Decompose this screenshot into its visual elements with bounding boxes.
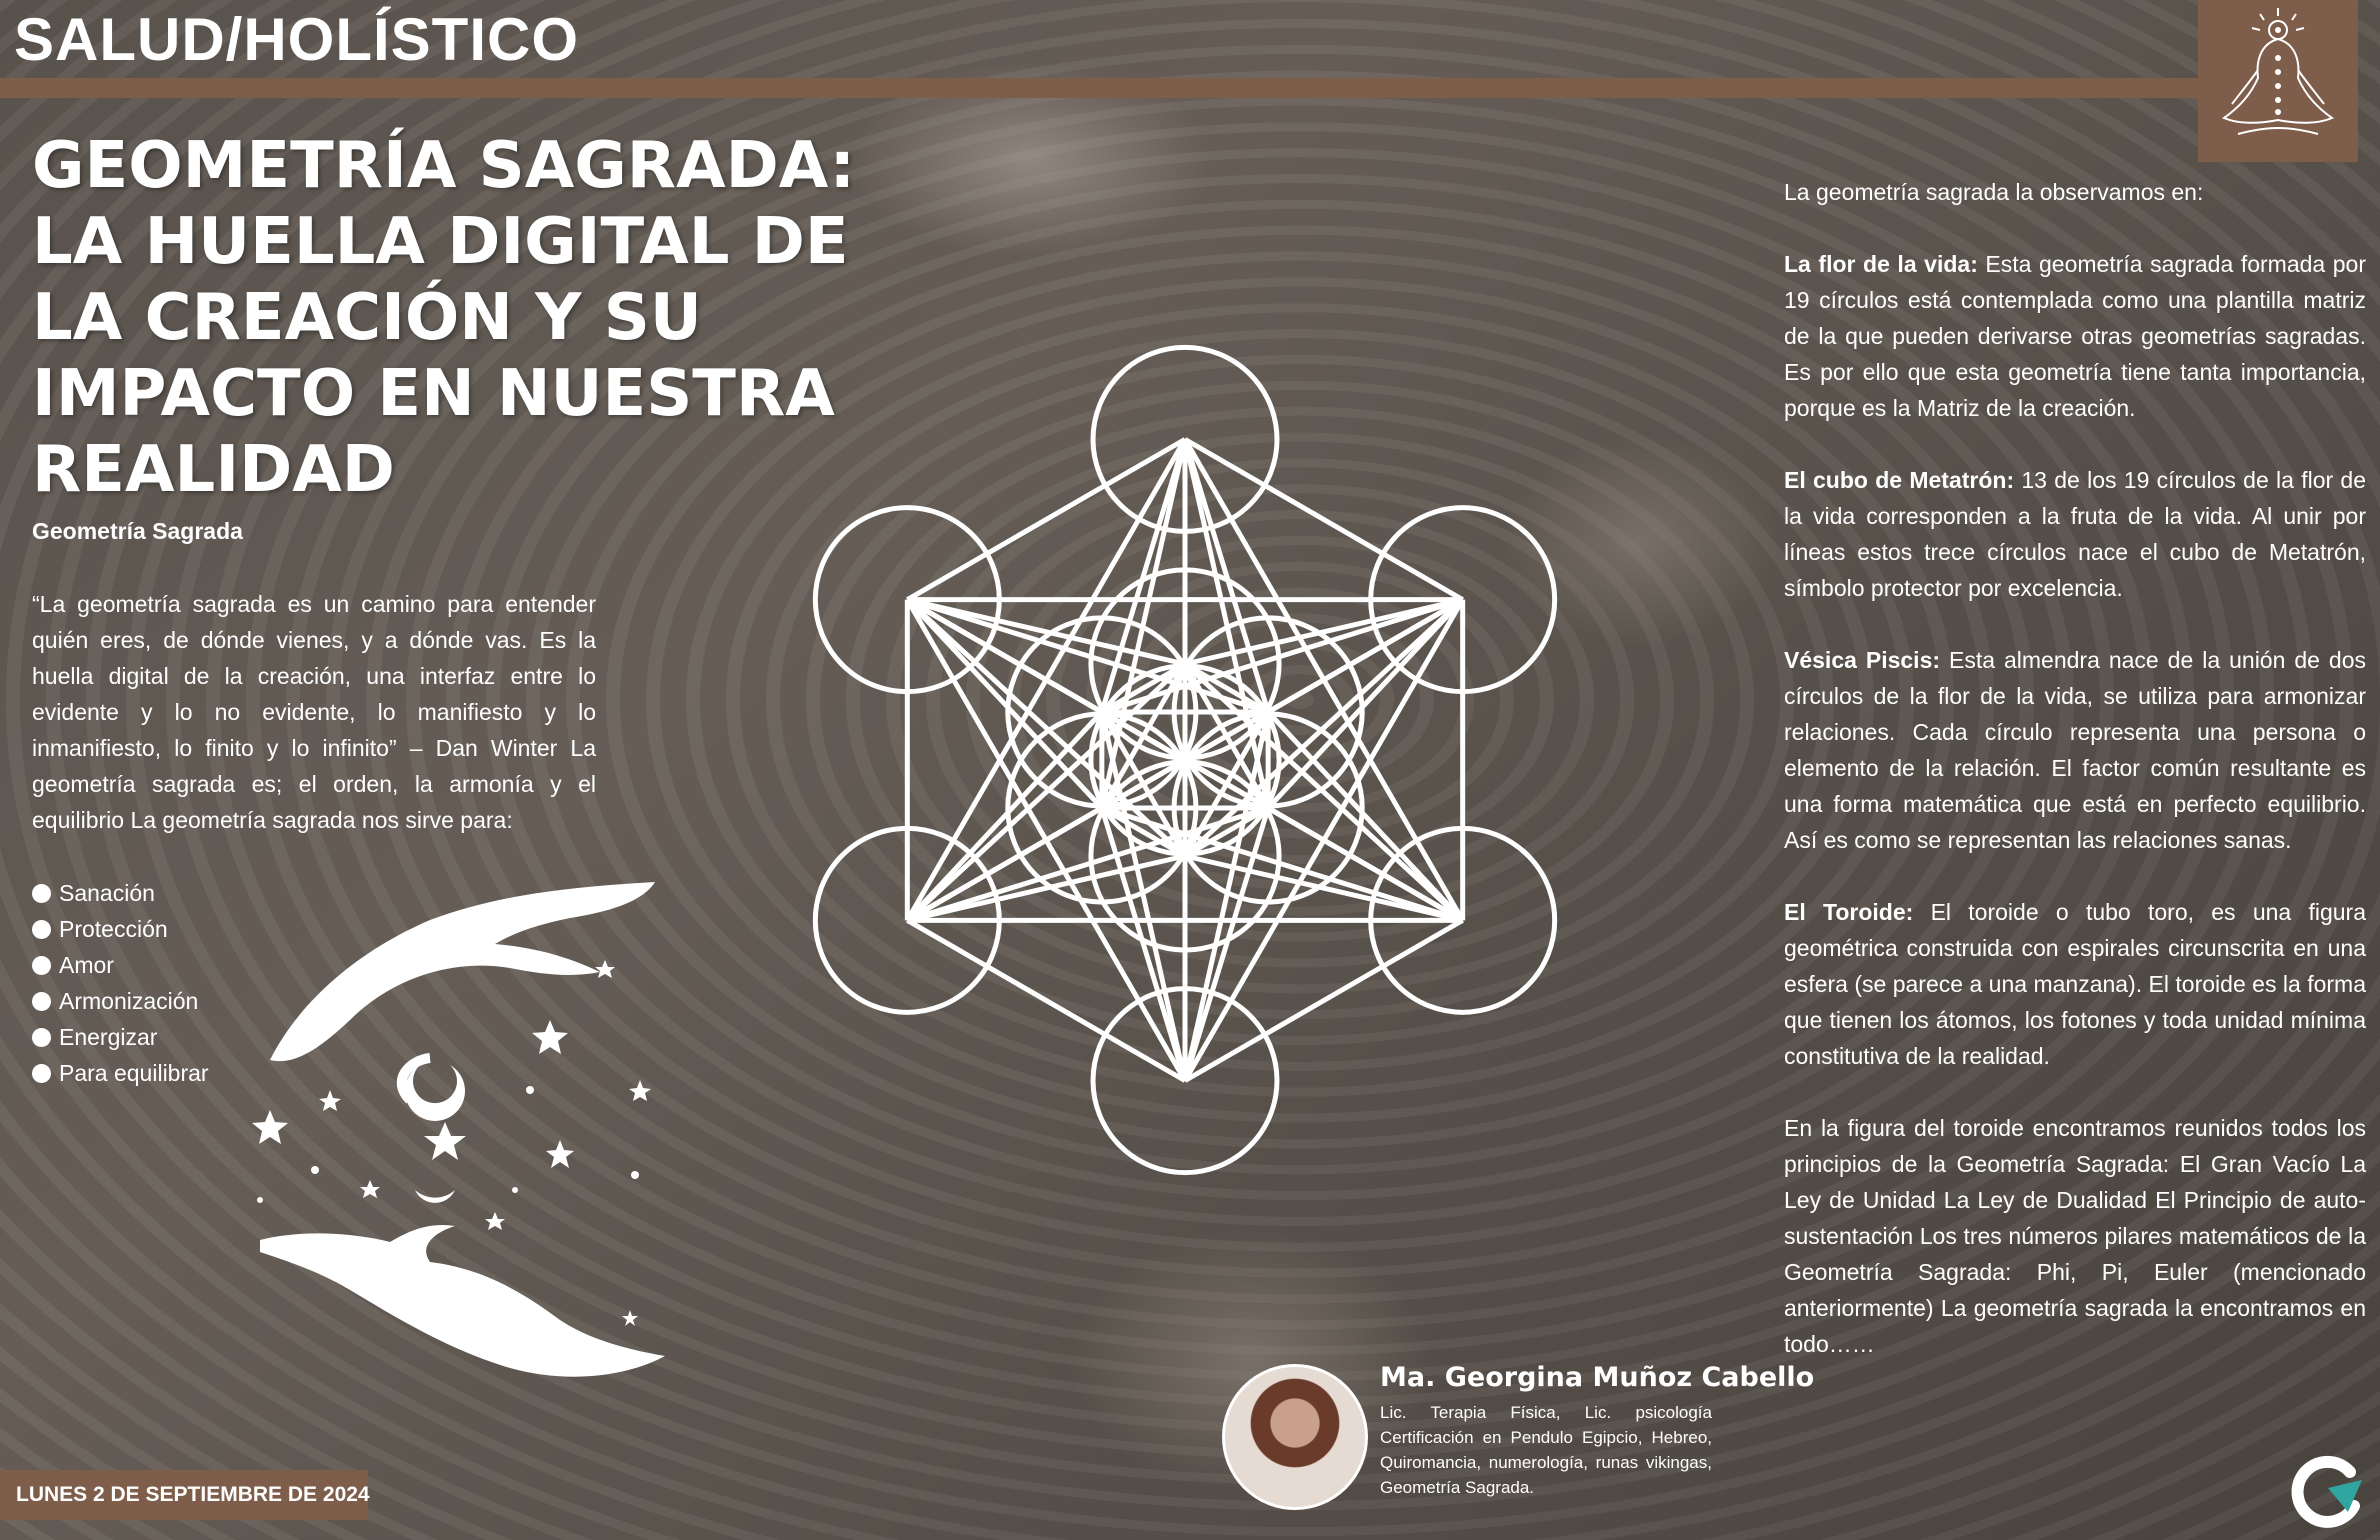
bullet-icon [32, 992, 51, 1011]
hands-moon-stars-icon [240, 870, 680, 1390]
vesica-paragraph: Vésica Piscis: Esta almendra nace de la unión de dos círculos de la flor de la vida, se utiliza para armonizar relaciones. Cada círculo representa una persona o elemento de la relación. El factor común resultante es una forma matemática que está en perfecto equilibrio. Así es como se representan las relaciones sanas. [1784, 647, 2366, 853]
flor-paragraph: La flor de la vida: Esta geometría sagrada formada por 19 círculos está contemplada como una plantilla matriz de la que pueden derivarse otras geometrías sagradas. Es por ello que esta geometría tiene tanta importancia, porque es la Matriz de la creación. [1784, 251, 2366, 421]
bullet-icon [32, 956, 51, 975]
list-item: Protección [32, 911, 209, 947]
right-column [1784, 174, 2366, 1398]
section-logo [2198, 0, 2358, 162]
article-title: GEOMETRÍA SAGRADA: LA HUELLA DIGITAL DE LA CREACIÓN Y SU IMPACTO EN NUESTRA REALIDAD [32, 129, 856, 507]
author-name: Ma. Georgina Muñoz Cabello [1380, 1362, 1815, 1393]
right-intro: La geometría sagrada la observamos en: [1784, 179, 2204, 205]
list-item: Sanación [32, 875, 209, 911]
bullet-icon [32, 884, 51, 903]
list-item: Energizar [32, 1019, 209, 1055]
list-item: Para equilibrar [32, 1055, 209, 1091]
metatron-cube-icon [760, 290, 1610, 1240]
cubo-paragraph: El cubo de Metatrón: 13 de los 19 círculos de la flor de la vida corresponden a la fruta de la vida. Al unir por líneas estos trece círculos nace el cubo de Metatrón, símbolo protector por excelencia. [1784, 467, 2367, 601]
meditation-chakra-icon [2198, 0, 2358, 162]
author-bio: Lic. Terapia Física, Lic. psicología Certificación en Pendulo Egipcio, Hebreo, Quiromancia, numerología, runas vikingas, Geometría Sagrada. [1380, 1403, 1712, 1497]
publisher-logo-icon[interactable] [2288, 1450, 2368, 1530]
uses-list [32, 875, 209, 1091]
bullet-icon [32, 1064, 51, 1083]
header-divider [0, 78, 2200, 98]
toroide-paragraph: El Toroide: El toroide o tubo toro, es una figura geométrica construida con espirales circunscrita en una esfera (se parece a una manzana). El toroide es la forma que tienen los átomos, los fotones y toda unidad mínima constitutiva de la realidad. [1784, 899, 2366, 1069]
bullet-icon [32, 920, 51, 939]
list-item: Amor [32, 947, 209, 983]
left-heading: Geometría Sagrada [32, 518, 243, 544]
list-item: Armonización [32, 983, 209, 1019]
closing-paragraph: En la figura del toroide encontramos reunidos todos los principios de la Geometría Sagrada: El Gran Vacío La Ley de Unidad La Ley de Dualidad El Principio de auto-sustentación Los tres números pilares matemáticos de la Geometría Sagrada: Phi, Pi, Euler (mencionado anteriormente) La geometría sagrada la encontramos en todo…… [1784, 1115, 2366, 1357]
left-quote: “La geometría sagrada es un camino para entender quién eres, de dónde vienes, y a dónde vas. Es la huella digital de la creación, una interfaz entre lo evidente y lo no evidente, lo manifiesto y lo inmanifiesto, lo finito y lo infinito” – Dan Winter La geometría sagrada es; el orden, la armonía y el equilibrio La geometría sagrada nos sirve para: [32, 591, 596, 833]
author-avatar [1222, 1364, 1368, 1510]
section-label: SALUD/HOLÍSTICO [14, 6, 579, 73]
bullet-icon [32, 1028, 51, 1047]
publication-date: LUNES 2 DE SEPTIEMBRE DE 2024 [16, 1483, 370, 1506]
